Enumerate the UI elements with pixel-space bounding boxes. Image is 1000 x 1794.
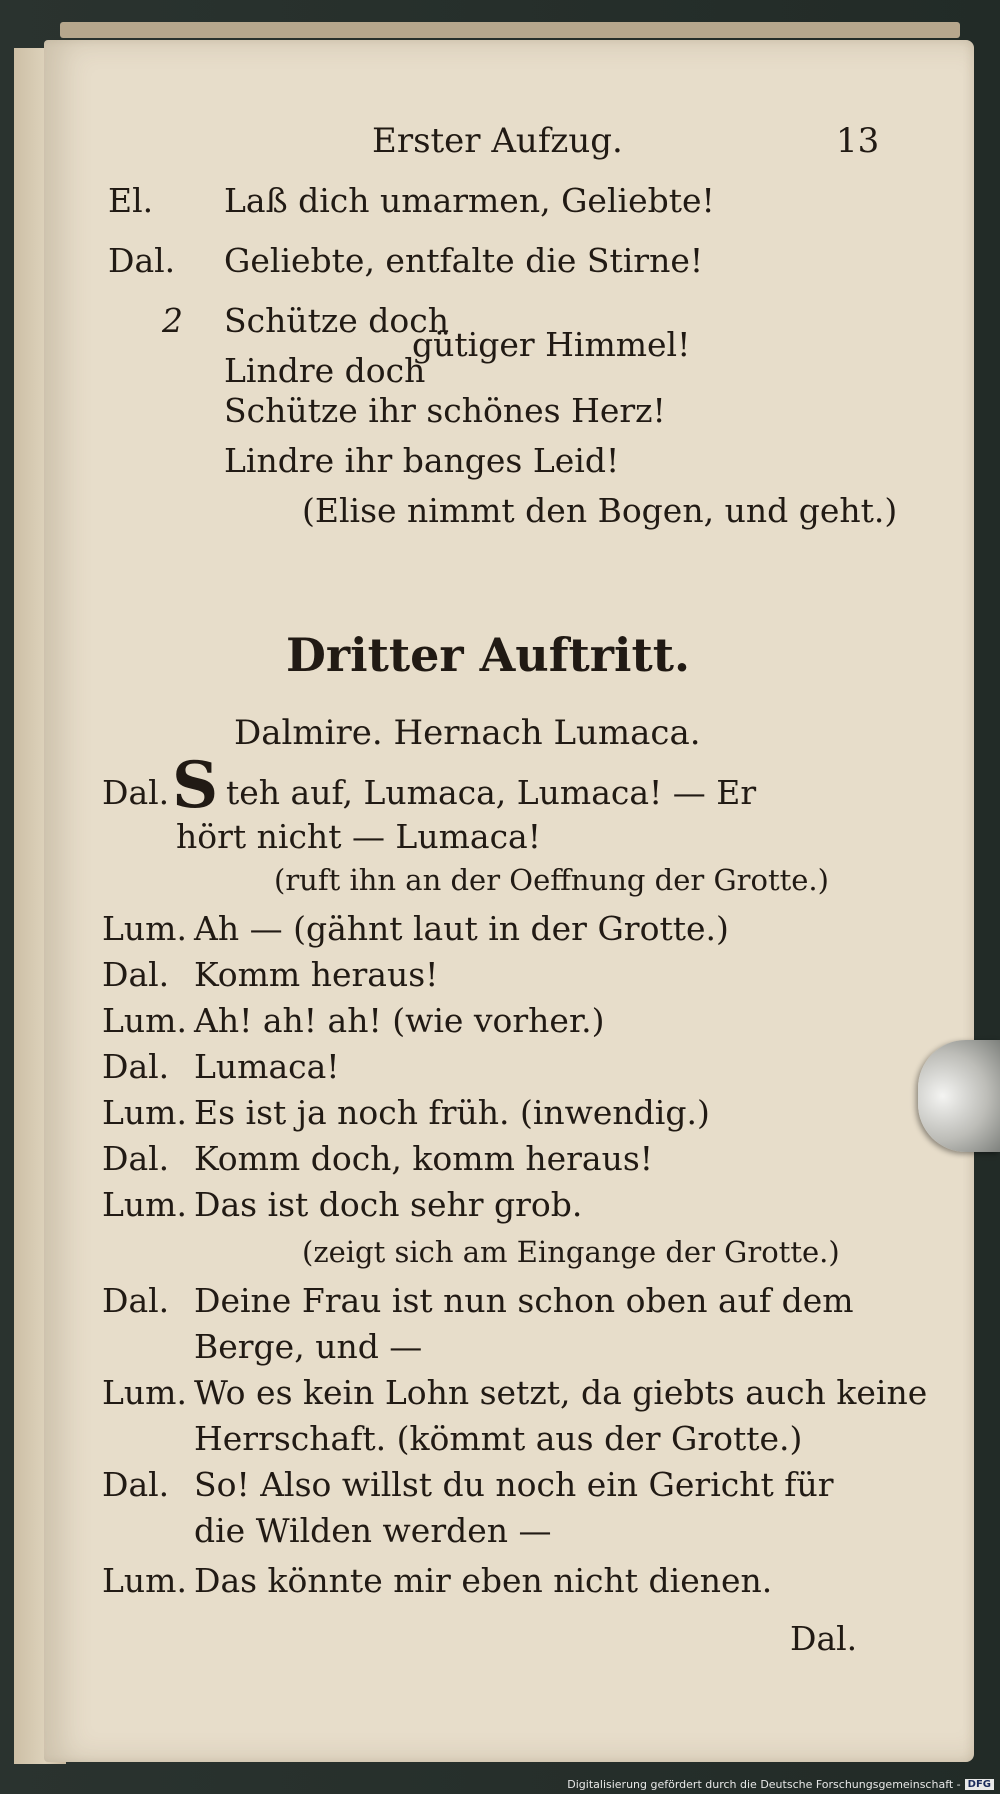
speaker-label: Lum.: [102, 1093, 187, 1132]
footer-text: Digitalisierung gefördert durch die Deutsche Forschungsgemeinschaft -: [567, 1777, 961, 1791]
scene-characters: Dalmire. Hernach Lumaca.: [234, 713, 701, 753]
speaker-label: Dal.: [108, 241, 176, 280]
brace-text: gütiger Himmel!: [412, 325, 691, 364]
scene-title: Dritter Auftritt.: [286, 628, 691, 682]
speaker-label: Dal.: [102, 1281, 170, 1320]
page-clip: [918, 1040, 1000, 1152]
speaker-label: Dal.: [102, 1465, 170, 1504]
speaker-label: Dal.: [102, 955, 170, 994]
verse-line: Lindre ihr banges Leid!: [224, 441, 620, 480]
verse-line: Lindre doch: [224, 351, 426, 390]
dialogue-line: Ah! ah! ah! (wie vorher.): [194, 1001, 605, 1040]
dialogue-line: Das ist doch sehr grob.: [194, 1185, 583, 1224]
duet-marker: 2: [162, 301, 183, 340]
speaker-label: Lum.: [102, 1561, 187, 1600]
speaker-label: Lum.: [102, 1001, 187, 1040]
dialogue-line: Herrschaft. (kömmt aus der Grotte.): [194, 1419, 803, 1458]
dialogue-line: hört nicht — Lumaca!: [176, 817, 541, 856]
speaker-label: El.: [108, 181, 154, 220]
dialogue-line: Es ist ja noch früh. (inwendig.): [194, 1093, 710, 1132]
stage-direction: (Elise nimmt den Bogen, und geht.): [302, 491, 898, 530]
page-number: 13: [836, 121, 880, 161]
dialogue-line: Das könnte mir eben nicht dienen.: [194, 1561, 773, 1600]
speaker-label: Lum.: [102, 909, 187, 948]
stage-direction: (zeigt sich am Eingange der Grotte.): [302, 1235, 840, 1269]
drop-cap: S: [172, 748, 219, 823]
dialogue-line: die Wilden werden —: [194, 1511, 552, 1550]
speaker-label: Dal.: [102, 1047, 170, 1086]
book-page: [44, 40, 974, 1762]
running-title: Erster Aufzug.: [372, 121, 623, 161]
speaker-label: Dal.: [102, 1139, 170, 1178]
dialogue-line: Ah — (gähnt laut in der Grotte.): [194, 909, 729, 948]
dialogue-line: So! Also willst du noch ein Gericht für: [194, 1465, 834, 1504]
dialogue-line: Berge, und —: [194, 1327, 423, 1366]
verse-line: Geliebte, entfalte die Stirne!: [224, 241, 704, 280]
speaker-label: Lum.: [102, 1373, 187, 1412]
dfg-logo: DFG: [965, 1779, 994, 1790]
digitization-footer: [567, 1774, 994, 1794]
dialogue-line: Lumaca!: [194, 1047, 340, 1086]
dialogue-line: Komm doch, komm heraus!: [194, 1139, 654, 1178]
verse-line: Laß dich umarmen, Geliebte!: [224, 181, 715, 220]
speaker-label: Dal.: [102, 773, 170, 812]
verse-line: Schütze ihr schönes Herz!: [224, 391, 666, 430]
speaker-label: Lum.: [102, 1185, 187, 1224]
stage-direction: (ruft ihn an der Oeffnung der Grotte.): [274, 863, 829, 897]
dialogue-line: Komm heraus!: [194, 955, 439, 994]
verse-line: Schütze doch: [224, 301, 449, 340]
dialogue-line: teh auf, Lumaca, Lumaca! — Er: [226, 773, 757, 812]
book-top-edge: [60, 22, 960, 38]
dialogue-line: Wo es kein Lohn setzt, da giebts auch keine: [194, 1373, 928, 1412]
catchword: Dal.: [790, 1619, 858, 1658]
dialogue-line: Deine Frau ist nun schon oben auf dem: [194, 1281, 854, 1320]
